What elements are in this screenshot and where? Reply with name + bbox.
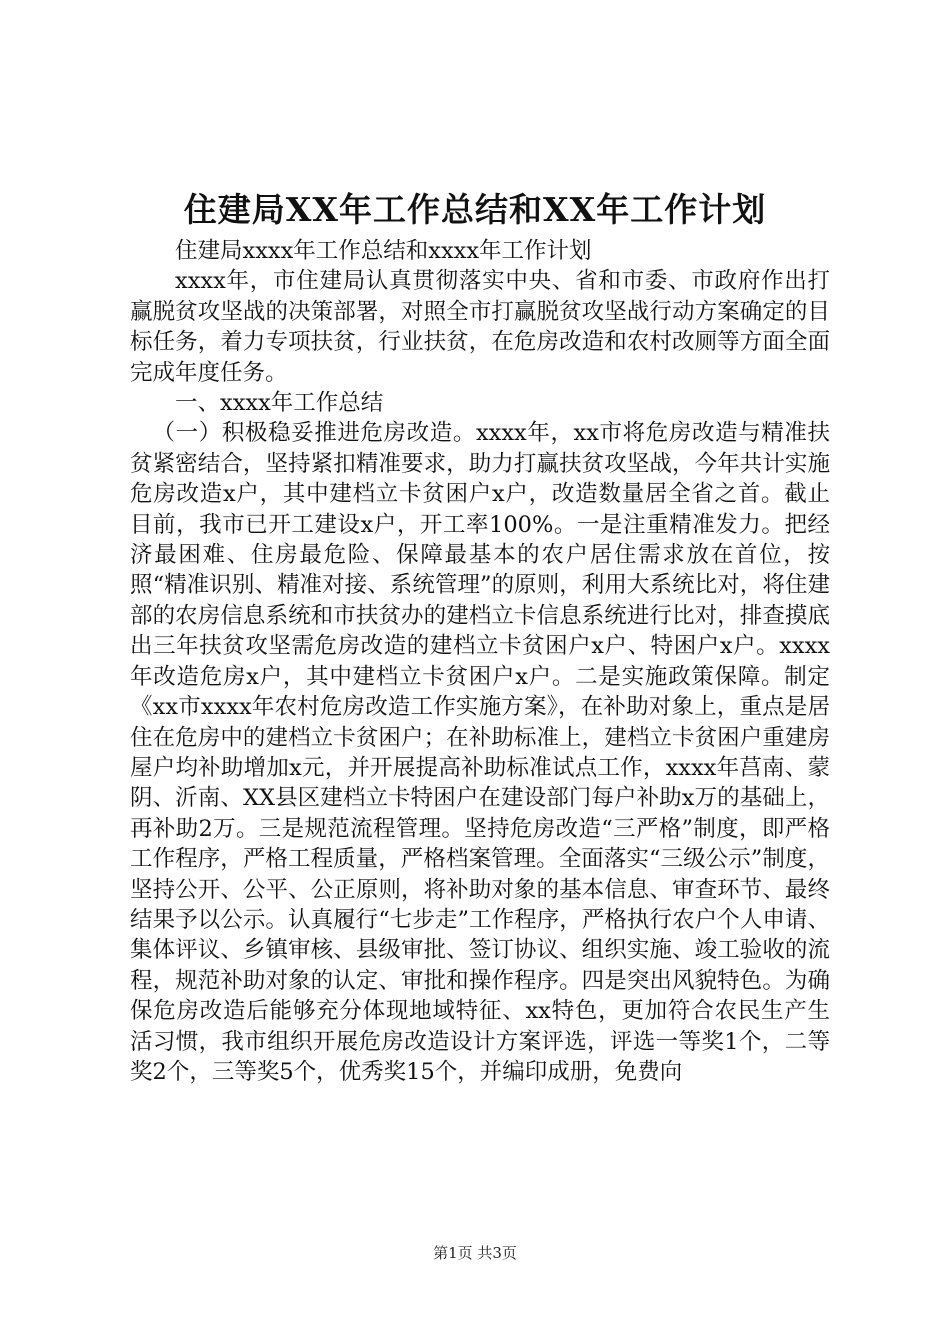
document-body [130,236,830,1087]
section-heading: 一、xxxx年工作总结 [175,390,384,417]
page-footer: 第1页 共3页 [433,1244,517,1262]
paragraph-subtitle: 住建局xxxx年工作总结和xxxx年工作计划 [175,238,592,264]
paragraph-intro: xxxx年，市住建局认真贯彻落实中央、省和市委、市政府作出打赢脱贫攻坚战的决策部署，对照全市打赢脱贫攻坚战行动方案确定的目标任务，着力专项扶贫，行业扶贫，在危房改造和农村改厕等方面全面完成年度任务。 [130,268,830,386]
paragraph-housing-renovation: （一）积极稳妥推进危房改造。xxxx年，xx市将危房改造与精准扶贫紧密结合，坚持紧扣精准要求，助力打赢扶贫攻坚战，今年共计实施危房改造x户，其中建档立卡贫困户x户，改造数量居全省之首。截止目前，我市已开工建设x户，开工率100%。一是注重精准发力。把经济最困难、住房最危险、保障最基本的农户居住需求放在首位，按照“精准识别、精准对接、系统管理”的原则，利用大系统比对，将住建部的农房信息系统和市扶贫办的建档立卡信息系统进行比对，排查摸底出三年扶贫攻坚需危房改造的建档立卡贫困户x户、特困户x户。xxxx年改造危房x户，其中建档立卡贫困户x户。二是实施政策保障。制定《xx市xxxx年农村危房改造工作实施方案》，在补助对象上，重点是居住在危房中的建档立卡贫困户；在补助标准上，建档立卡贫困户重建房屋户均补助增加x元，并开展提高补助标准试点工作，xxxx年莒南、蒙阴、沂南、XX县区建档立卡特困户在建设部门每户补助x万的基础上，再补助2万。三是规范流程管理。坚持危房改造“三严格”制度，即严格工作程序，严格工程质量，严格档案管理。全面落实“三级公示”制度，坚持公开、公平、公正原则，将补助对象的基本信息、审查环节、最终结果予以公示。认真履行“七步走”工作程序，严格执行农户个人申请、集体评议、乡镇审核、县级审批、签订协议、组织实施、竣工验收的流程，规范补助对象的认定、审批和操作程序。四是突出风貌特色。为确保危房改造后能够充分体现地域特征、xx特色，更加符合农民生产生活习惯，我市组织开展危房改造设计方案评选，评选一等奖1个，二等奖2个，三等奖5个，优秀奖15个，并编印成册，免费向 [130,420,830,1085]
document-title: 住建局XX年工作总结和XX年工作计划 [183,190,767,229]
